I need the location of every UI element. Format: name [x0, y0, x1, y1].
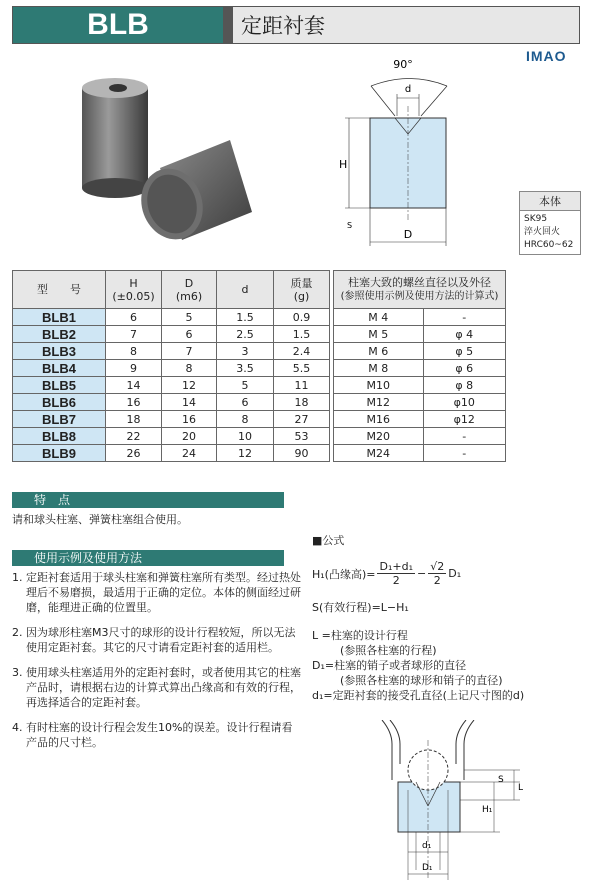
cell-H: 14 — [106, 377, 162, 394]
header-separator — [223, 7, 233, 43]
formula-h1: H₁(凸缘高)= $\frac{\text{D₁+d₁}}{2}$ − $\frac{√2}{2}$ D₁ — [312, 560, 462, 587]
features-text: 请和球头柱塞、弹簧柱塞组合使用。 — [12, 513, 188, 526]
list-item: 2. 因为球形柱塞M3尺寸的球形的设计行程较短，所以无法使用定距衬套。其它的尺寸请看定距衬套的适用栏。 — [12, 626, 296, 654]
cell-thread: M 4 — [334, 309, 424, 326]
cell-od: φ 8 — [423, 377, 506, 394]
cell-thread: M10 — [334, 377, 424, 394]
angle-label: 90° — [393, 58, 413, 71]
col-model: 型 号 — [13, 271, 106, 309]
cell-d: 8 — [217, 411, 274, 428]
list-item: 3. 使用球头柱塞适用外的定距衬套时，或者使用其它的柱塞产品时，请根据右边的计算式算出凸缘高和有效的行程，再选择适合的定距衬套。 — [12, 666, 301, 709]
cell-mass: 1.5 — [274, 326, 330, 343]
cell-D: 8 — [162, 360, 217, 377]
table-row — [13, 343, 506, 360]
cell-od: φ10 — [423, 394, 506, 411]
cell-od: φ 6 — [423, 360, 506, 377]
col-d: d — [217, 271, 274, 309]
table-row — [13, 377, 506, 394]
cell-model: BLB9 — [13, 445, 106, 462]
cell-thread: M 6 — [334, 343, 424, 360]
cell-d: 12 — [217, 445, 274, 462]
formula-title: ■公式 — [312, 534, 345, 547]
cell-D: 6 — [162, 326, 217, 343]
cell-model: BLB5 — [13, 377, 106, 394]
features-heading: 特 点 — [12, 492, 284, 508]
cell-H: 6 — [106, 309, 162, 326]
cell-D: 16 — [162, 411, 217, 428]
col-D: D (m6) — [162, 271, 217, 309]
cell-mass: 18 — [274, 394, 330, 411]
cell-d: 6 — [217, 394, 274, 411]
list-item: 4. 有时柱塞的设计行程会发生10%的误差。设计行程请看产品的尺寸栏。 — [12, 721, 293, 749]
cell-model: BLB2 — [13, 326, 106, 343]
cell-model: BLB1 — [13, 309, 106, 326]
cell-mass: 27 — [274, 411, 330, 428]
definition-d1: d₁=定距衬套的接受孔直径(上记尺寸图的d) — [312, 689, 525, 702]
cell-thread: M 8 — [334, 360, 424, 377]
cell-od: φ 4 — [423, 326, 506, 343]
cell-mass: 0.9 — [274, 309, 330, 326]
cell-model: BLB4 — [13, 360, 106, 377]
cell-mass: 2.4 — [274, 343, 330, 360]
formula-s: S(有效行程)=L−H₁ — [312, 601, 409, 614]
L-label: L — [518, 783, 524, 793]
definitions: L =柱塞的设计行程 (参照各柱塞的行程) D₁=柱塞的销子或者球形的直径 (参照各柱塞的球形和销子的直径) d₁=定距衬套的接受孔直径(上记尺寸图的d) — [312, 628, 584, 703]
cell-H: 22 — [106, 428, 162, 445]
table-row — [13, 394, 506, 411]
table-row — [13, 309, 506, 326]
H-label: H — [339, 158, 348, 171]
brand-logo: IMAO — [526, 48, 567, 64]
cell-od: φ 5 — [423, 343, 506, 360]
cell-mass: 11 — [274, 377, 330, 394]
cell-H: 16 — [106, 394, 162, 411]
product-title: 定距衬套 — [233, 7, 579, 43]
dimension-drawing — [325, 56, 475, 256]
cell-H: 9 — [106, 360, 162, 377]
material-title: 本体 — [520, 192, 580, 211]
product-code: BLB — [13, 7, 223, 43]
formula-block — [312, 532, 582, 615]
S-label: S — [347, 221, 353, 230]
cell-H: 18 — [106, 411, 162, 428]
table-row — [13, 428, 506, 445]
col-mass: 质量 (g) — [274, 271, 330, 309]
cell-H: 8 — [106, 343, 162, 360]
cell-D: 5 — [162, 309, 217, 326]
H1-label: H₁ — [482, 805, 493, 815]
cell-thread: M16 — [334, 411, 424, 428]
usage-list — [12, 570, 302, 760]
definition-D1: D₁=柱塞的销子或者球形的直径 — [312, 659, 467, 672]
cell-model: BLB6 — [13, 394, 106, 411]
table-row — [13, 445, 506, 462]
cell-od: - — [423, 309, 506, 326]
cell-d: 10 — [217, 428, 274, 445]
assembly-drawing — [370, 720, 540, 890]
material-box — [519, 191, 581, 255]
definition-L: L =柱塞的设计行程 — [312, 629, 408, 642]
cell-d: 1.5 — [217, 309, 274, 326]
usage-heading: 使用示例及使用方法 — [12, 550, 284, 566]
cell-mass: 5.5 — [274, 360, 330, 377]
table-row — [13, 326, 506, 343]
table-row — [13, 360, 506, 377]
table-row — [13, 411, 506, 428]
cell-H: 26 — [106, 445, 162, 462]
material-line: 淬火回火 — [524, 227, 561, 237]
cell-D: 24 — [162, 445, 217, 462]
cell-D: 20 — [162, 428, 217, 445]
cell-D: 14 — [162, 394, 217, 411]
bushing-lying — [131, 140, 252, 248]
title-header — [12, 6, 580, 44]
cell-D: 7 — [162, 343, 217, 360]
product-photo — [60, 60, 280, 260]
material-line: SK95 — [524, 214, 548, 224]
cell-thread: M 5 — [334, 326, 424, 343]
list-item: 1. 定距衬套适用于球头柱塞和弹簧柱塞所有类型。经过热处理后不易磨损，最适用于正确的定位。本体的侧面经过研磨，能理进正确的位置里。 — [12, 571, 301, 614]
cell-model: BLB8 — [13, 428, 106, 445]
cell-model: BLB3 — [13, 343, 106, 360]
cell-thread: M24 — [334, 445, 424, 462]
cell-D: 12 — [162, 377, 217, 394]
d-label: d — [404, 84, 412, 95]
col-H: H (±0.05) — [106, 271, 162, 309]
cell-thread: M12 — [334, 394, 424, 411]
cell-od: φ12 — [423, 411, 506, 428]
cell-mass: 53 — [274, 428, 330, 445]
col-thread: 柱塞大致的螺丝直径以及外径 (参照使用示例及使用方法的计算式) — [334, 271, 506, 309]
spec-table — [12, 270, 506, 462]
cell-d: 3 — [217, 343, 274, 360]
cell-d: 2.5 — [217, 326, 274, 343]
cell-thread: M20 — [334, 428, 424, 445]
cell-model: BLB7 — [13, 411, 106, 428]
cell-d: 3.5 — [217, 360, 274, 377]
cell-d: 5 — [217, 377, 274, 394]
cell-H: 7 — [106, 326, 162, 343]
cell-mass: 90 — [274, 445, 330, 462]
table-header-row — [13, 271, 506, 309]
S-label: S — [498, 775, 504, 785]
material-line: HRC60~62 — [524, 240, 574, 250]
cell-od: - — [423, 445, 506, 462]
bushing-standing — [82, 78, 148, 198]
cell-od: - — [423, 428, 506, 445]
D1-label: D₁ — [422, 863, 433, 873]
D-label: D — [403, 228, 413, 241]
d1-label: d₁ — [422, 841, 432, 851]
